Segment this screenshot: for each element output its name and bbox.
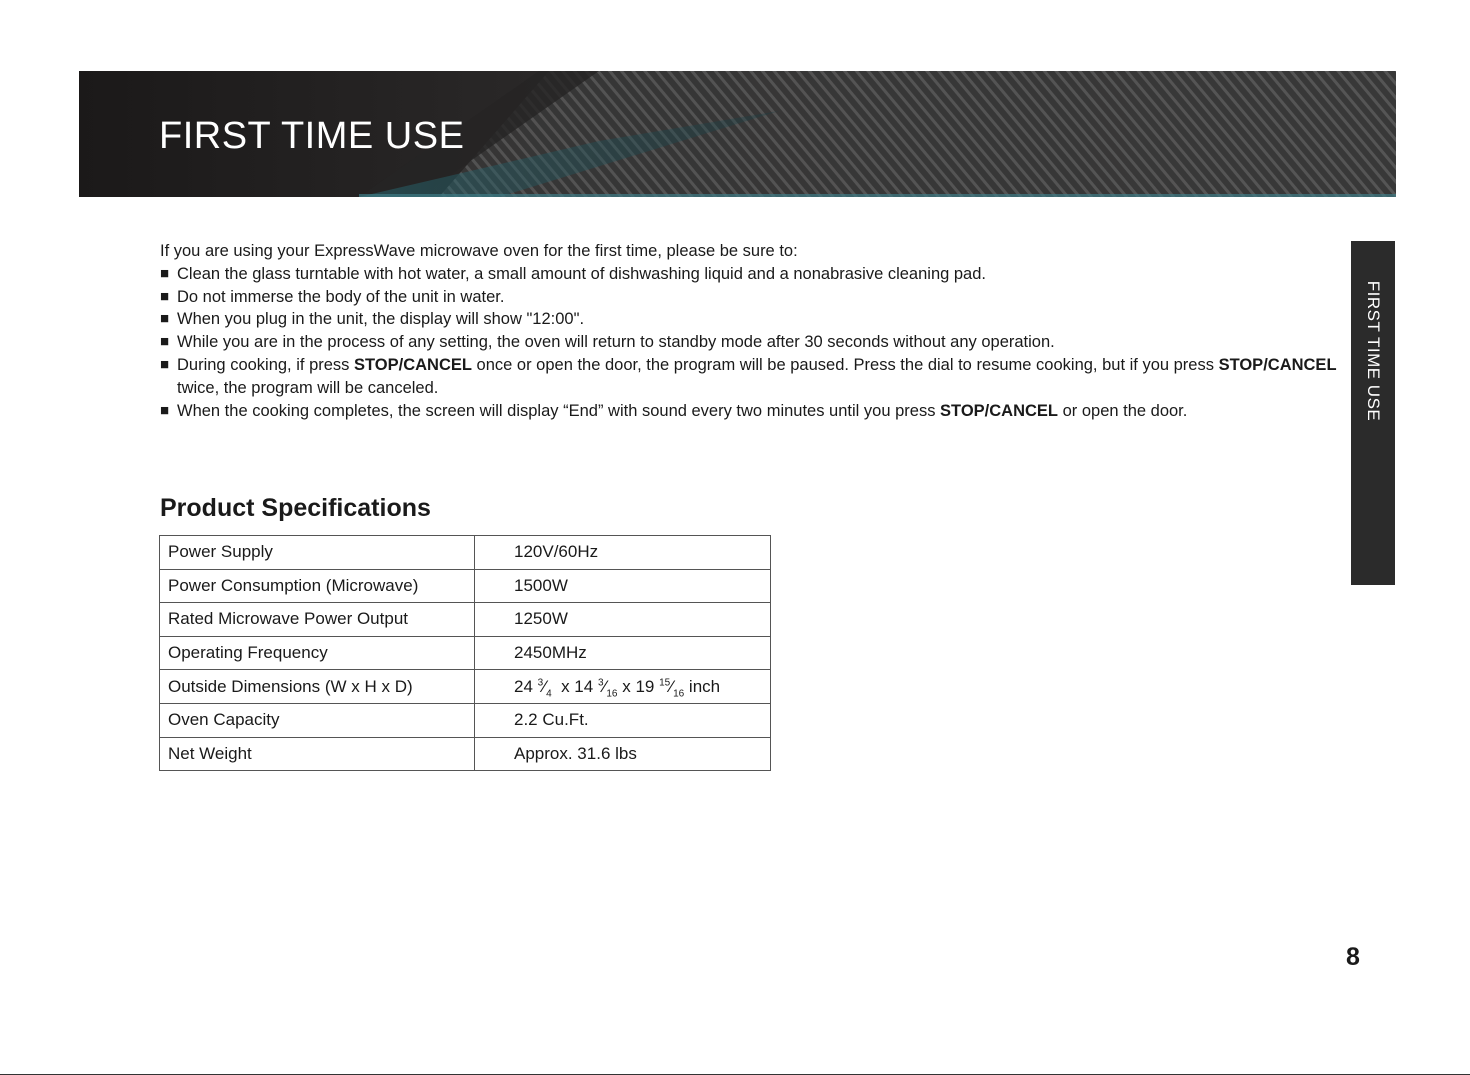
bullet-square-icon: ■ bbox=[160, 401, 170, 419]
bullet-text: Clean the glass turntable with hot water, a small amount of dishwashing liquid and a nonabrasive cleaning pad. bbox=[177, 264, 986, 283]
spec-value: 120V/60Hz bbox=[475, 536, 771, 570]
bullet-text-part: When the cooking completes, the screen will display “End” with sound every two minutes until you press bbox=[177, 401, 941, 420]
list-item bbox=[160, 286, 1340, 309]
spec-value: 2450MHz bbox=[475, 636, 771, 670]
dimension-unit: inch bbox=[688, 676, 721, 696]
fraction-numerator: 3 bbox=[597, 677, 604, 689]
bullet-text-part: or open the door. bbox=[1058, 401, 1188, 420]
side-tab-label: FIRST TIME USE bbox=[1364, 280, 1383, 422]
stop-cancel-keyword: STOP/CANCEL bbox=[354, 355, 472, 374]
list-item bbox=[160, 331, 1340, 354]
dimension-height: x 14 bbox=[561, 676, 594, 696]
page-number: 8 bbox=[1346, 943, 1360, 971]
bullet-text-part: once or open the door, the program will be paused. Press the dial to resume cooking, but if you press bbox=[471, 355, 1219, 374]
table-row bbox=[160, 569, 771, 603]
header-banner bbox=[79, 71, 1396, 197]
spec-value: 2.2 Cu.Ft. bbox=[475, 703, 771, 737]
bullet-square-icon: ■ bbox=[160, 333, 170, 351]
table-row bbox=[160, 603, 771, 637]
specs-heading: Product Specifications bbox=[160, 494, 431, 522]
table-row bbox=[160, 636, 771, 670]
bullet-square-icon: ■ bbox=[160, 264, 170, 282]
intro-section bbox=[160, 240, 1340, 422]
fraction-denominator: 16 bbox=[606, 688, 618, 700]
spec-label: Outside Dimensions (W x H x D) bbox=[160, 670, 475, 704]
list-item bbox=[160, 308, 1340, 331]
spec-value: 1250W bbox=[475, 603, 771, 637]
bullet-text bbox=[177, 400, 1340, 423]
specs-table bbox=[159, 535, 771, 771]
bullet-text-part: During cooking, if press bbox=[177, 355, 354, 374]
table-row bbox=[160, 737, 771, 771]
spec-value: Approx. 31.6 lbs bbox=[475, 737, 771, 771]
spec-label: Net Weight bbox=[160, 737, 475, 771]
spec-label: Operating Frequency bbox=[160, 636, 475, 670]
spec-label: Power Consumption (Microwave) bbox=[160, 569, 475, 603]
dimension-width: 24 bbox=[514, 676, 533, 696]
bullet-text-part: twice, the program will be canceled. bbox=[177, 378, 439, 397]
bullet-text: When you plug in the unit, the display will show "12:00". bbox=[177, 310, 585, 329]
dimension-depth: x 19 bbox=[622, 676, 655, 696]
list-item bbox=[160, 263, 1340, 286]
spec-label: Power Supply bbox=[160, 536, 475, 570]
stop-cancel-keyword: STOP/CANCEL bbox=[940, 401, 1058, 420]
table-row bbox=[160, 703, 771, 737]
fraction-numerator: 15 bbox=[659, 677, 671, 689]
bullet-square-icon: ■ bbox=[160, 355, 170, 373]
table-row bbox=[160, 536, 771, 570]
list-item bbox=[160, 354, 1340, 400]
bullet-square-icon: ■ bbox=[160, 287, 170, 305]
intro-lead: If you are using your ExpressWave microwave oven for the first time, please be sure to: bbox=[160, 242, 798, 260]
bullet-text bbox=[177, 354, 1340, 400]
spec-label: Oven Capacity bbox=[160, 703, 475, 737]
spec-value-dimensions: 24 $^3⁄_4$ x 14 $^3⁄_{16}$ x 19 $^{15}⁄_{16}$ inch bbox=[475, 670, 771, 704]
section-side-tab bbox=[1351, 241, 1395, 585]
page-title: FIRST TIME USE bbox=[159, 115, 465, 157]
fraction-numerator: 3 bbox=[537, 677, 544, 689]
fraction-denominator: 4 bbox=[546, 688, 552, 700]
list-item bbox=[160, 400, 1340, 423]
table-row bbox=[160, 670, 771, 704]
bullet-text: While you are in the process of any setting, the oven will return to standby mode after 30 seconds without any operation. bbox=[177, 333, 1055, 352]
spec-value: 1500W bbox=[475, 569, 771, 603]
bullet-text: Do not immerse the body of the unit in water. bbox=[177, 287, 505, 306]
stop-cancel-keyword: STOP/CANCEL bbox=[1218, 355, 1337, 374]
bullet-square-icon: ■ bbox=[160, 310, 170, 328]
spec-label: Rated Microwave Power Output bbox=[160, 603, 475, 637]
fraction-denominator: 16 bbox=[673, 688, 685, 700]
